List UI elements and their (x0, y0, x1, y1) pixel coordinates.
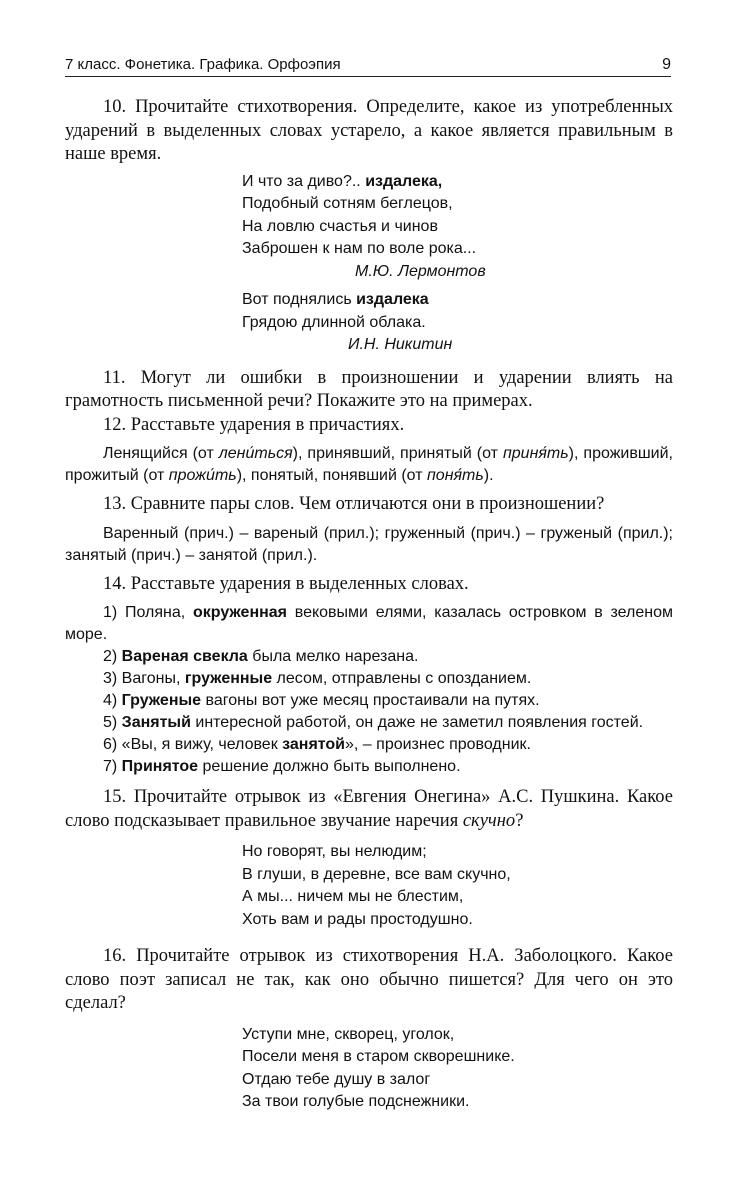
question-15: 15. Прочитайте отрывок из «Евгения Онегина» А.С. Пушкина. Какое слово подсказывает правильное звучание наречия скучно? (65, 787, 673, 831)
poem-line: Отдаю тебе душу в залог (242, 1070, 431, 1088)
poem-line: А мы... ничем мы не блестим, (242, 888, 464, 905)
poem-line: И что за диво?.. издалека, (242, 172, 443, 190)
sentence-2: 2) Вареная свекла была мелко нарезана. (103, 648, 419, 665)
sentence-4: 4) Груженые вагоны вот уже месяц простаивали на путях. (103, 692, 540, 709)
answer-12: Ленящийся (от лени́ться), принявший, принятый (от приня́ть), проживший, прожитый (от прожи́ть), понятый, понявший (от поня́ть). (65, 445, 673, 484)
question-12: 12. Расставьте ударения в причастиях. (103, 414, 405, 435)
question-11: 11. Могут ли ошибки в произношении и ударении влиять на грамотность письменной речи? Покажите это на примерах. (65, 367, 673, 411)
poem-line: Подобный сотням беглецов, (242, 195, 453, 212)
question-10: 10. Прочитайте стихотворения. Определите, какое из употребленных ударений в выделенных словах устарело, а какое является правильным в наше время. (65, 97, 673, 164)
sentence-1: 1) Поляна, окруженная вековыми елями, казалась островком в зеленом море. (65, 604, 673, 643)
highlighted-word: издалека, (365, 172, 443, 190)
sentence-7: 7) Принятое решение должно быть выполнено. (103, 758, 461, 775)
highlighted-word: издалека (356, 291, 429, 308)
question-14: 14. Расставьте ударения в выделенных словах. (103, 573, 469, 594)
poem-line: Вот поднялись издалека (242, 291, 429, 308)
poem-line: Но говорят, вы нелюдим; (242, 843, 427, 860)
question-16: 16. Прочитайте отрывок из стихотворения Н.А. Заболоцкого. Какое слово поэт записал не так, как оно обычно пишется? Для чего он это сделал? (65, 946, 673, 1013)
poem-pushkin (242, 841, 673, 931)
poem-line: Уступи мне, скворец, уголок, (242, 1025, 455, 1043)
poem-line: Посели меня в старом скворешнике. (242, 1048, 515, 1065)
poem-line: Заброшен к нам по воле рока... (242, 240, 477, 257)
poem-line: Хоть вам и рады простодушно. (242, 910, 473, 928)
question-13: 13. Сравните пары слов. Чем отличаются они в произношении? (103, 494, 605, 514)
poem-line: Грядою длинной облака. (242, 313, 426, 331)
poem-author: И.Н. Никитин (348, 336, 453, 353)
header-title: 7 класс. Фонетика. Графика. Орфоэпия (65, 56, 341, 73)
page-content (65, 96, 673, 1114)
answer-13: Варенный (прич.) – вареный (прил.); груженный (прич.) – груженый (прил.); занятый (прич.) – занятой (прил.). (65, 524, 673, 564)
poem-line: В глуши, в деревне, все вам скучно, (242, 865, 511, 883)
poem-zabolotsky (242, 1024, 673, 1114)
poem-lermontov (242, 171, 673, 284)
running-header (65, 56, 671, 77)
poem-nikitin (242, 289, 673, 357)
poem-line: За твои голубые подснежники. (242, 1093, 470, 1110)
sentence-6: 6) «Вы, я вижу, человек занятой», – произнес проводник. (103, 736, 531, 753)
sentence-3: 3) Вагоны, груженные лесом, отправлены с опозданием. (103, 670, 532, 687)
page-number: 9 (662, 56, 671, 73)
poem-author: М.Ю. Лермонтов (355, 262, 486, 280)
sentence-5: 5) Занятый интересной работой, он даже не заметил появления гостей. (103, 714, 644, 731)
poem-line: На ловлю счастья и чинов (242, 217, 438, 235)
